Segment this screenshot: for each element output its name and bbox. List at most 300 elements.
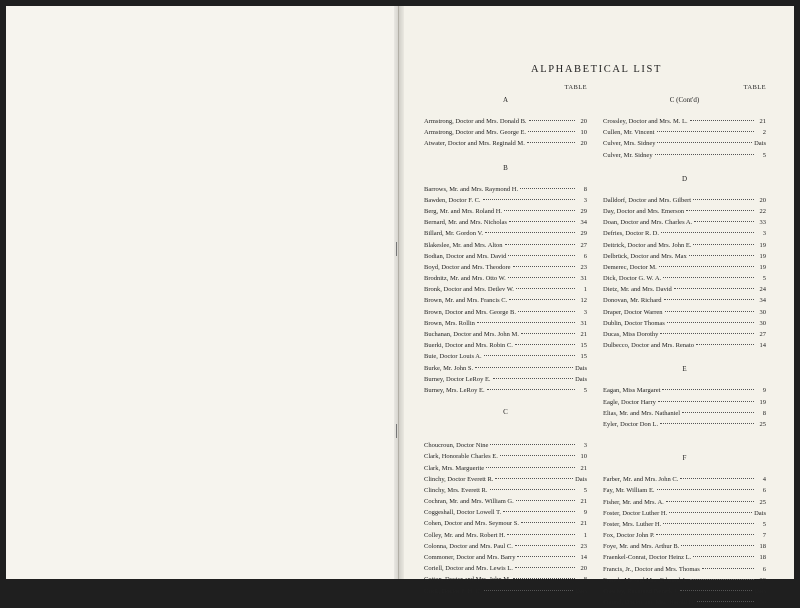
list-entry xyxy=(424,574,587,585)
table-number: 21 xyxy=(580,498,587,506)
dot-leader xyxy=(509,221,575,222)
guest-name: Fisher, Mr. and Mrs. A. xyxy=(603,498,664,506)
guest-name: Buie, Doctor Louis A. xyxy=(424,353,482,361)
table-number: 6 xyxy=(762,565,766,573)
table-number: 6 xyxy=(762,487,766,495)
list-entry xyxy=(424,307,587,318)
table-number: 30 xyxy=(759,319,766,327)
section-entries xyxy=(424,116,587,150)
dot-leader xyxy=(490,489,576,490)
dot-leader xyxy=(484,355,575,356)
dot-leader xyxy=(516,288,575,289)
dot-leader xyxy=(693,556,754,557)
dot-leader xyxy=(682,412,754,413)
table-number: 1 xyxy=(583,286,587,294)
list-entry xyxy=(424,563,587,574)
list-entry xyxy=(603,307,766,318)
table-column-label: TABLE xyxy=(743,84,766,91)
guest-name: Commoner, Doctor and Mrs. Barry xyxy=(424,554,516,561)
table-number: Dais xyxy=(754,509,766,517)
guest-name: Burney, Mrs. LeRoy E. xyxy=(424,386,485,394)
list-entry xyxy=(603,295,766,306)
table-number: 22 xyxy=(759,207,766,215)
table-number: 8 xyxy=(762,409,766,417)
guest-name: Franck, Mr. and Mrs. Edward A. xyxy=(603,576,688,584)
dot-leader xyxy=(513,578,575,579)
left-page-blank xyxy=(6,6,399,579)
list-entry xyxy=(424,284,587,295)
dot-leader xyxy=(666,501,754,502)
guest-name: Coggeshall, Doctor Lowell T. xyxy=(424,509,502,517)
dot-leader xyxy=(521,522,575,523)
table-number: 23 xyxy=(580,263,587,271)
list-entry xyxy=(424,329,587,340)
guest-name: Choucroun, Doctor Nine xyxy=(424,442,489,450)
guest-name: Clark, Mrs. Marguerite xyxy=(424,464,485,472)
list-entry xyxy=(603,116,766,127)
dot-leader xyxy=(663,523,754,524)
list-entry xyxy=(603,586,766,597)
dot-leader xyxy=(503,511,575,512)
dot-leader xyxy=(664,299,755,300)
guest-name: Fraenkel-Conrat, Doctor Heinz L. xyxy=(603,554,692,562)
list-entry xyxy=(424,485,587,496)
guest-name: Dick, Doctor G. W. A. xyxy=(603,275,662,283)
table-number: Dais xyxy=(575,587,587,595)
section-letter: D xyxy=(681,174,688,183)
dot-leader xyxy=(693,244,754,245)
list-entry xyxy=(603,240,766,251)
list-entry xyxy=(424,127,587,138)
guest-name: Atwater, Doctor and Mrs. Reginald M. xyxy=(424,140,525,148)
guest-name: Foster, Doctor Luther H. xyxy=(603,509,668,517)
section-letter: C xyxy=(503,408,508,417)
dot-leader xyxy=(681,545,754,546)
list-entry xyxy=(424,240,587,251)
dot-leader xyxy=(665,311,754,312)
list-entry xyxy=(424,184,587,195)
dot-leader xyxy=(660,423,754,424)
section-letter: F xyxy=(682,454,687,463)
list-entry xyxy=(603,206,766,217)
table-number: 2 xyxy=(762,129,766,137)
table-number: 21 xyxy=(580,464,587,472)
list-entry xyxy=(603,273,766,284)
dot-leader xyxy=(702,568,754,569)
dot-leader xyxy=(529,120,575,121)
table-number: 8 xyxy=(583,576,587,584)
guest-name: Boyd, Doctor and Mrs. Theodore xyxy=(424,263,511,271)
section-entries xyxy=(603,474,766,608)
list-entry xyxy=(603,284,766,295)
list-entry xyxy=(424,440,587,451)
guest-name: Colley, Mr. and Mrs. Robert H. xyxy=(424,531,506,539)
list-entry xyxy=(603,251,766,262)
list-entry xyxy=(424,116,587,127)
dot-leader xyxy=(697,601,754,602)
dot-leader xyxy=(669,512,752,513)
table-number: 25 xyxy=(759,420,766,428)
list-entry xyxy=(603,329,766,340)
dot-leader xyxy=(483,199,575,200)
guest-name: Clinchy, Doctor Everett R. xyxy=(424,475,494,483)
guest-name: Eyler, Doctor Don L. xyxy=(603,420,659,428)
dot-leader xyxy=(500,455,575,456)
dot-leader xyxy=(513,266,575,267)
guest-name: Barrows, Mr. and Mrs. Raymond H. xyxy=(424,185,519,193)
dot-leader xyxy=(486,467,575,468)
table-number: 1 xyxy=(583,531,587,539)
table-number: 9 xyxy=(762,387,766,395)
dot-leader xyxy=(680,478,754,479)
guest-name: Bernard, Mr. and Mrs. Nicholas xyxy=(424,219,507,227)
table-number: Dais xyxy=(575,364,587,372)
list-entry xyxy=(603,474,766,485)
table-number: 10 xyxy=(580,453,587,461)
guest-name: Freund, Doctor and Mrs. Harold H. xyxy=(603,599,696,607)
table-number: 33 xyxy=(759,219,766,227)
guest-name: Brown, Mr. and Mrs. Francis C. xyxy=(424,297,508,305)
guest-name: Eagle, Doctor Harry xyxy=(603,398,656,406)
table-number: 23 xyxy=(580,542,587,550)
guest-name: Cullen, Mr. Vincent xyxy=(603,129,655,137)
table-number: 8 xyxy=(583,185,587,193)
guest-name: Eagan, Miss Margaret xyxy=(603,387,661,395)
list-entry xyxy=(603,397,766,408)
list-entry xyxy=(424,138,587,149)
dot-leader xyxy=(477,322,575,323)
guest-name: Deitrick, Doctor and Mrs. John E. xyxy=(603,241,692,249)
dot-leader xyxy=(515,567,575,568)
dot-leader xyxy=(657,142,752,143)
guest-name: Day, Doctor and Mrs. Emerson xyxy=(603,207,685,215)
dot-leader xyxy=(694,221,754,222)
table-number: Dais xyxy=(575,375,587,383)
table-number: 5 xyxy=(583,486,587,494)
list-entry xyxy=(424,351,587,362)
table-number: 5 xyxy=(762,275,766,283)
dot-leader xyxy=(662,389,754,390)
guest-name: Culver, Mrs. Sidney xyxy=(603,140,656,148)
table-number: 30 xyxy=(759,308,766,316)
list-entry xyxy=(603,228,766,239)
list-entry xyxy=(424,251,587,262)
list-entry xyxy=(603,575,766,586)
table-number: 27 xyxy=(759,331,766,338)
guest-name: Bawden, Doctor F. C. xyxy=(424,196,481,204)
table-number: 34 xyxy=(580,219,587,227)
guest-name: Foye, Mr. and Mrs. Arthur B. xyxy=(603,543,680,551)
table-number: 14 xyxy=(759,342,766,350)
table-number: 20 xyxy=(580,118,587,125)
guest-name: Armstrong, Doctor and Mrs. Donald B. xyxy=(424,118,527,125)
table-number: 25 xyxy=(759,498,766,506)
book-gutter xyxy=(394,6,404,579)
table-number: 34 xyxy=(759,297,766,305)
dot-leader xyxy=(495,478,573,479)
table-number: Dais xyxy=(754,140,766,148)
guest-name: Dublin, Doctor Thomas xyxy=(603,319,665,327)
table-number: 30 xyxy=(759,599,766,607)
dot-leader xyxy=(696,344,754,345)
table-number: 20 xyxy=(759,196,766,204)
guest-name: Fay, Mr. William E. xyxy=(603,487,655,495)
guest-name: Ducas, Miss Dorothy xyxy=(603,331,659,338)
table-number: 24 xyxy=(759,286,766,294)
list-entry xyxy=(424,496,587,507)
dot-leader xyxy=(490,444,575,445)
list-entry xyxy=(424,586,587,597)
guest-name: Bodian, Doctor and Mrs. David xyxy=(424,252,507,260)
section-entries xyxy=(603,116,766,161)
section-letter: C (Cont'd) xyxy=(669,96,700,104)
table-number: 27 xyxy=(580,241,587,249)
table-number: Dais xyxy=(754,588,766,595)
page-title: ALPHABETICAL LIST xyxy=(531,64,662,75)
table-number: 7 xyxy=(762,532,766,540)
list-entry xyxy=(424,385,587,396)
guest-name: Frawley, Reverend Patrick J. xyxy=(603,588,678,595)
list-entry xyxy=(424,474,587,485)
dot-leader xyxy=(659,266,754,267)
list-entry xyxy=(603,541,766,552)
table-number: 31 xyxy=(580,275,587,283)
list-entry xyxy=(603,419,766,430)
dot-leader xyxy=(690,579,754,580)
guest-name: Burney, Doctor LeRoy E. xyxy=(424,375,491,383)
right-column xyxy=(603,84,766,608)
list-entry xyxy=(424,530,587,541)
table-column-label: TABLE xyxy=(564,84,587,91)
guest-name: Cochran, Mr. and Mrs. William G. xyxy=(424,498,514,506)
dot-leader xyxy=(656,534,754,535)
table-number: 21 xyxy=(759,118,766,125)
table-number: 20 xyxy=(580,140,587,148)
table-number: 19 xyxy=(759,398,766,406)
table-number: 18 xyxy=(759,554,766,562)
table-number: 21 xyxy=(580,331,587,338)
list-entry xyxy=(424,262,587,273)
guest-name: Dalldorf, Doctor and Mrs. Gilbert xyxy=(603,196,692,204)
guest-name: Buchanan, Doctor and Mrs. John M. xyxy=(424,331,519,338)
guest-name: Doan, Doctor and Mrs. Charles A. xyxy=(603,219,693,227)
guest-name: Dulbecco, Doctor and Mrs. Renato xyxy=(603,342,694,350)
staple-mark xyxy=(396,424,397,438)
section-letter: B xyxy=(503,163,508,172)
list-entry xyxy=(424,318,587,329)
table-number: 9 xyxy=(583,509,587,517)
guest-name: Draper, Doctor Warren xyxy=(603,308,663,316)
list-entry xyxy=(424,552,587,563)
list-entry xyxy=(424,451,587,462)
table-number: 20 xyxy=(580,565,587,573)
table-number: 19 xyxy=(759,241,766,249)
left-column xyxy=(424,84,587,597)
guest-name: Brodnitz, Mr. and Mrs. Otto W. xyxy=(424,275,506,283)
dot-leader xyxy=(508,277,575,278)
table-number: 29 xyxy=(580,230,587,238)
guest-name: Clark, Honorable Charles E. xyxy=(424,453,498,461)
staple-mark xyxy=(396,242,397,256)
guest-name: Armstrong, Doctor and Mrs. George E. xyxy=(424,129,527,137)
section-letter: A xyxy=(502,96,509,104)
table-number: 29 xyxy=(580,207,587,215)
list-entry xyxy=(424,463,587,474)
guest-name: Defries, Doctor R. D. xyxy=(603,230,659,238)
table-number: 6 xyxy=(583,252,587,260)
guest-name: Clinchy, Mrs. Everett R. xyxy=(424,486,488,494)
table-number: 19 xyxy=(759,252,766,260)
table-number: 31 xyxy=(580,319,587,327)
list-entry xyxy=(424,518,587,529)
dot-leader xyxy=(509,299,575,300)
list-entry xyxy=(603,195,766,206)
guest-name: Fox, Doctor John P. xyxy=(603,532,655,540)
list-entry xyxy=(424,228,587,239)
guest-name: Farber, Mr. and Mrs. John C. xyxy=(603,476,679,484)
dot-leader xyxy=(655,154,754,155)
list-entry xyxy=(603,597,766,608)
guest-name: Cotton, Doctor and Mrs. John M. xyxy=(424,576,511,584)
list-entry xyxy=(603,340,766,351)
list-entry xyxy=(603,552,766,563)
table-number: 14 xyxy=(580,554,587,561)
list-entry xyxy=(603,497,766,508)
guest-name: Burke, Mr. John S. xyxy=(424,364,474,372)
list-entry xyxy=(603,485,766,496)
guest-name: Coriell, Doctor and Mrs. Lewis L. xyxy=(424,565,513,573)
dot-leader xyxy=(518,311,575,312)
dot-leader xyxy=(660,333,754,334)
guest-name: Culver, Mr. Sidney xyxy=(603,151,653,159)
dot-leader xyxy=(508,255,575,256)
table-number: 5 xyxy=(583,386,587,394)
dot-leader xyxy=(493,378,574,379)
table-number: 18 xyxy=(759,543,766,551)
table-number: 10 xyxy=(580,129,587,137)
dot-leader xyxy=(661,232,754,233)
dot-leader xyxy=(475,367,573,368)
table-number: 5 xyxy=(762,151,766,159)
table-number: Dais xyxy=(575,475,587,483)
table-number: 30 xyxy=(759,576,766,584)
guest-name: Donovan, Mr. Richard xyxy=(603,297,662,305)
list-entry xyxy=(603,564,766,575)
dot-leader xyxy=(663,277,754,278)
table-number: 3 xyxy=(583,308,587,316)
table-number: 12 xyxy=(580,297,587,305)
dot-leader xyxy=(690,120,754,121)
list-entry xyxy=(603,519,766,530)
dot-leader xyxy=(515,545,575,546)
list-entry xyxy=(424,195,587,206)
dot-leader xyxy=(505,244,575,245)
list-entry xyxy=(603,385,766,396)
dot-leader xyxy=(667,322,754,323)
guest-name: Francis, Jr., Doctor and Mrs. Thomas xyxy=(603,565,700,573)
dot-leader xyxy=(487,389,575,390)
dot-leader xyxy=(528,131,575,132)
table-number: 21 xyxy=(580,520,587,528)
guest-name: Billard, Mr. Gordon V. xyxy=(424,230,483,238)
dot-leader xyxy=(658,401,754,402)
dot-leader xyxy=(520,188,575,189)
list-entry xyxy=(424,541,587,552)
dot-leader xyxy=(521,333,575,334)
dot-leader xyxy=(527,142,575,143)
list-entry xyxy=(424,507,587,518)
dot-leader xyxy=(507,534,575,535)
list-entry xyxy=(603,508,766,519)
booklet-spread xyxy=(6,6,794,607)
table-number: 15 xyxy=(580,342,587,350)
list-entry xyxy=(424,363,587,374)
table-number: 5 xyxy=(762,520,766,528)
list-entry xyxy=(424,217,587,228)
dot-leader xyxy=(515,344,575,345)
list-entry xyxy=(603,150,766,161)
section-letter: E xyxy=(682,365,687,374)
list-entry xyxy=(603,127,766,138)
guest-name: Berg, Mr. and Mrs. Roland H. xyxy=(424,207,503,215)
dot-leader xyxy=(674,288,754,289)
guest-name: Blakeslee, Mr. and Mrs. Alton xyxy=(424,241,503,249)
list-entry xyxy=(424,273,587,284)
table-number: 3 xyxy=(583,196,587,204)
section-entries xyxy=(603,195,766,352)
guest-name: Crick, Doctor F. H. C. xyxy=(424,587,482,595)
guest-name: Colonna, Doctor and Mrs. Paul C. xyxy=(424,542,513,550)
guest-name: Delbrück, Doctor and Mrs. Max xyxy=(603,252,687,260)
dot-leader xyxy=(516,500,575,501)
dot-leader xyxy=(680,590,752,591)
list-entry xyxy=(424,206,587,217)
dot-leader xyxy=(693,199,754,200)
list-entry xyxy=(603,262,766,273)
dot-leader xyxy=(689,255,754,256)
guest-name: Crossley, Doctor and Mrs. M. L. xyxy=(603,118,688,125)
table-number: 4 xyxy=(762,476,766,484)
section-entries xyxy=(603,385,766,430)
list-entry xyxy=(603,138,766,149)
list-entry xyxy=(603,318,766,329)
list-entry xyxy=(603,217,766,228)
dot-leader xyxy=(517,556,575,557)
guest-name: Buerki, Doctor and Mrs. Robin C. xyxy=(424,342,513,350)
table-number: 3 xyxy=(583,442,587,450)
guest-name: Cohen, Doctor and Mrs. Seymour S. xyxy=(424,520,519,528)
guest-name: Dietz, Mr. and Mrs. David xyxy=(603,286,672,294)
table-number: 19 xyxy=(759,263,766,271)
list-entry xyxy=(424,374,587,385)
right-page xyxy=(399,6,794,607)
guest-name: Brown, Mrs. Rollin xyxy=(424,319,475,327)
dot-leader xyxy=(657,131,755,132)
guest-name: Elias, Mr. and Mrs. Nathaniel xyxy=(603,409,681,417)
dot-leader xyxy=(485,232,575,233)
dot-leader xyxy=(504,210,575,211)
guest-name: Demerec, Doctor M. xyxy=(603,263,657,271)
list-entry xyxy=(424,295,587,306)
dot-leader xyxy=(686,210,754,211)
list-entry xyxy=(603,530,766,541)
table-number: 15 xyxy=(580,353,587,361)
guest-name: Bronk, Doctor and Mrs. Detlev W. xyxy=(424,286,514,294)
guest-name: Foster, Mrs. Luther H. xyxy=(603,520,662,528)
section-entries xyxy=(424,440,587,597)
guest-name: Brown, Doctor and Mrs. George B. xyxy=(424,308,516,316)
dot-leader xyxy=(484,590,573,591)
